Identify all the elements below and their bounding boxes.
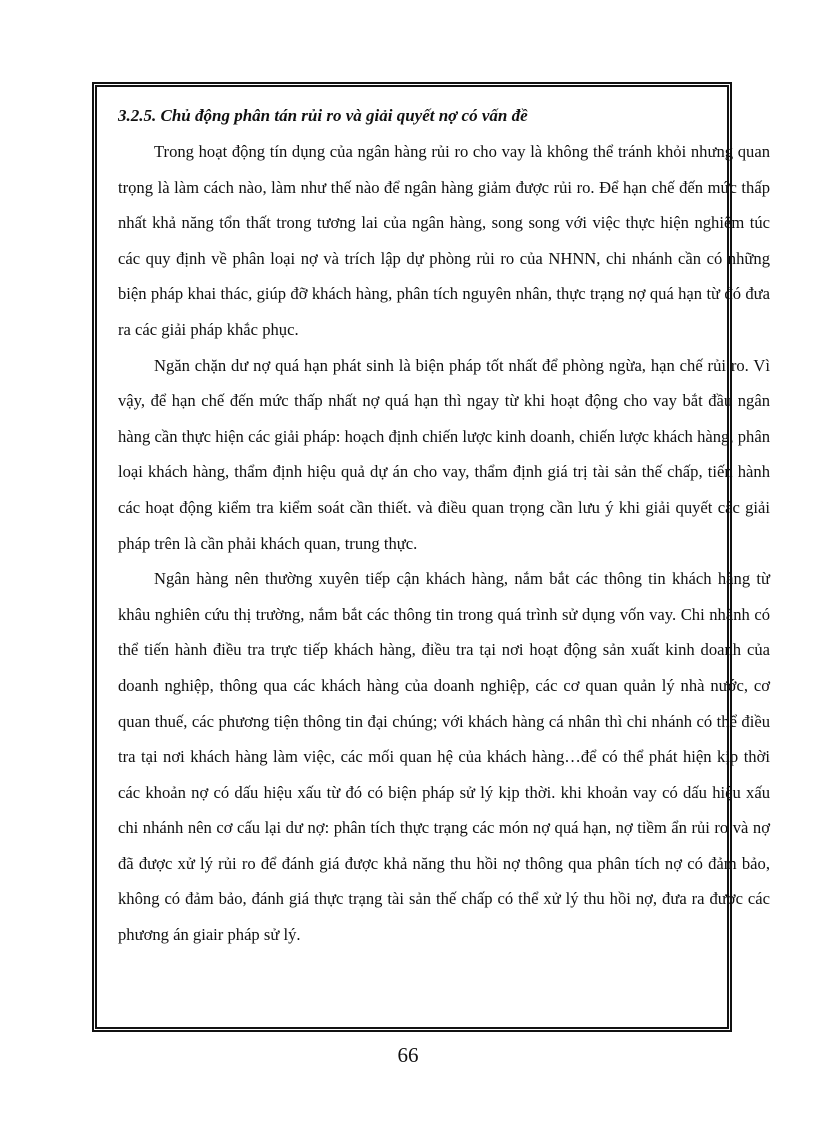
page-content bbox=[118, 98, 770, 953]
paragraph-1: Trong hoạt động tín dụng của ngân hàng rủi ro cho vay là không thể tránh khỏi nhưng quan trọng là làm cách nào, làm như thế nào để ngân hàng giảm được rủi ro. Để hạn chế đến mức thấp nhất khả năng tổn thất trong tương lai của ngân hàng, song song với việc thực hiện nghiêm túc các quy định về phân loại nợ và trích lập dự phòng rủi ro của NHNN, chi nhánh cần có những biện pháp khai thác, giúp đỡ khách hàng, phân tích nguyên nhân, thực trạng nợ quá hạn từ đó đưa ra các giải pháp khắc phục. bbox=[118, 142, 770, 339]
page-number: 66 bbox=[397, 1043, 419, 1067]
paragraph-2: Ngăn chặn dư nợ quá hạn phát sinh là biện pháp tốt nhất để phòng ngừa, hạn chế rủi ro. Vì vậy, để hạn chế đến mức thấp nhất nợ quá hạn thì ngay từ khi hoạt động cho vay bắt đầu ngân hàng cần thực hiện các giải pháp: hoạch định chiến lược kinh doanh, chiến lược khách hàng, phân loại khách hàng, thẩm định hiệu quả dự án cho vay, thẩm định giá trị tài sản thế chấp, tiến hành các hoạt động kiểm tra kiểm soát cần thiết. và điều quan trọng cần lưu ý khi giải quyết các giải pháp trên là cần phải khách quan, trung thực. bbox=[118, 355, 770, 553]
section-heading: 3.2.5. Chủ động phân tán rủi ro và giải quyết nợ có vấn đề bbox=[118, 106, 528, 125]
paragraph-3: Ngân hàng nên thường xuyên tiếp cận khách hàng, nắm bắt các thông tin khách hàng từ khâu nghiên cứu thị trường, nắm bắt các thông tin trong quá trình sử dụng vốn vay. Chi nhánh có thể tiến hành điều tra trực tiếp khách hàng, điều tra tại nơi hoạt động sản xuất kinh doanh của doanh nghiệp, thông qua các khách hàng của doanh nghiệp, các cơ quan quản lý nhà nước, cơ quan thuế, các phương tiện thông tin đại chúng; với khách hàng cá nhân thì chi nhánh có thể điều tra tại nơi khách hàng làm việc, các mối quan hệ của khách hàng…để có thể phát hiện kịp thời các khoản nợ có dấu hiệu xấu từ đó có biện pháp sử lý kịp thời. khi khoản vay có dấu hiệu xấu chi nhánh nên cơ cấu lại dư nợ: phân tích thực trạng các món nợ quá hạn, nợ tiềm ẩn rủi ro và nợ đã được xử lý rủi ro để đánh giá được khả năng thu hồi nợ thông qua phân tích nợ có đảm bảo, không có đảm bảo, đánh giá thực trạng tài sản thế chấp có thể xử lý thu hồi nợ, đưa ra được các phương án giair pháp sử lý. bbox=[118, 569, 770, 945]
